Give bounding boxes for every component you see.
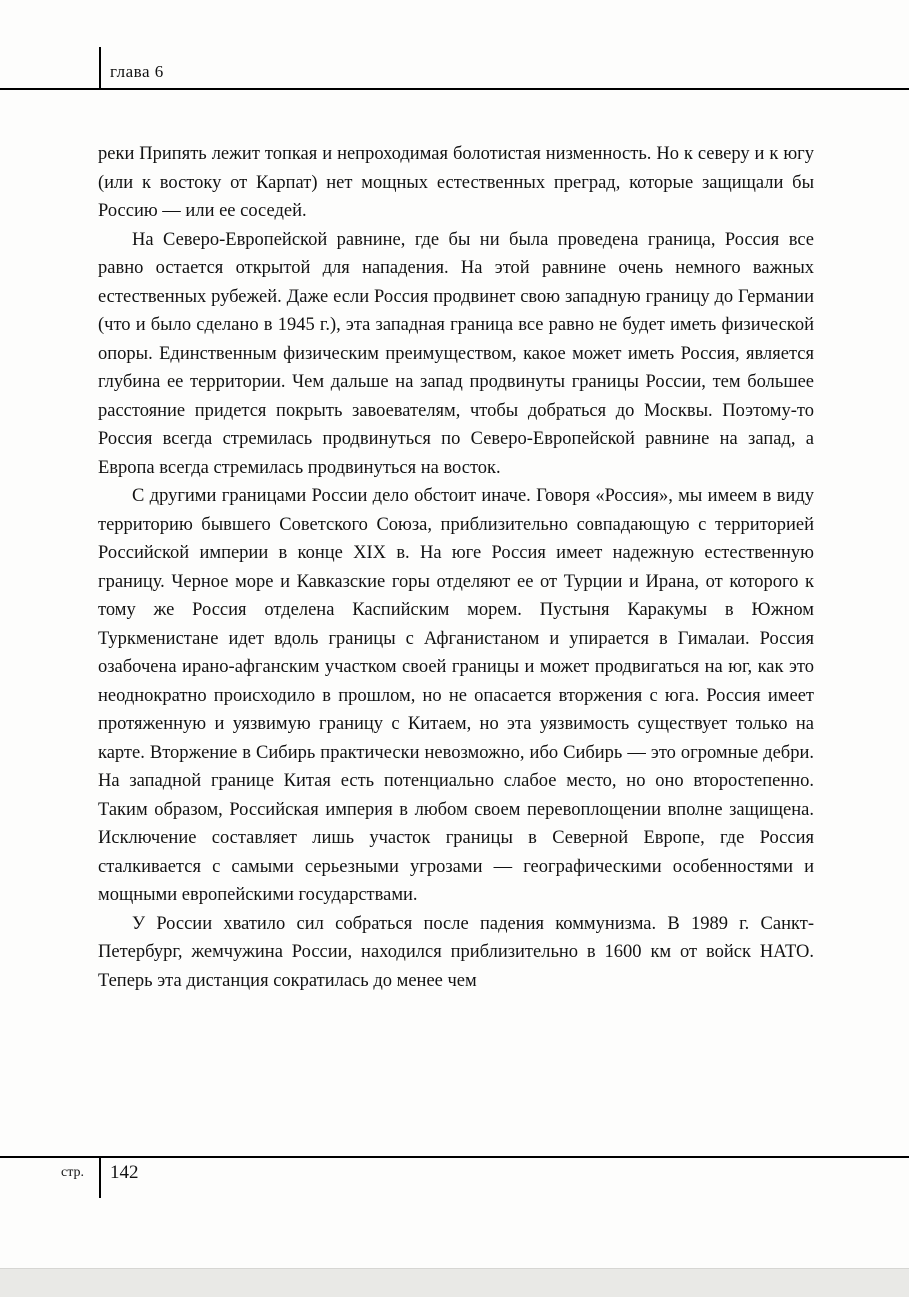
paragraph: реки Припять лежит топкая и непроходимая болотистая низменность. Но к северу и к югу (или к востоку от Карпат) нет мощных естественных преград, которые защищали бы Россию — или ее соседей.: [98, 144, 814, 221]
page-label: стр.: [61, 1165, 85, 1180]
paragraph: У России хватило сил собраться после падения коммунизма. В 1989 г. Санкт-Петербург, жемчужина России, находился приблизительно в 1600 км от войск НАТО. Теперь эта дистанция сократилась до менее чем: [98, 913, 814, 991]
chapter-label: глава 6: [110, 62, 164, 81]
paragraph: С другими границами России дело обстоит иначе. Говоря «Россия», мы имеем в виду территорию бывшего Советского Союза, приблизительно совпадающую с территорией Российской империи в конце XIX в. На юге Россия имеет надежную естественную границу. Черное море и Кавказские горы отделяют ее от Турции и Ирана, от которого к тому же Россия отделена Каспийским морем. Пустыня Каракумы в Южном Туркменистане идет вдоль границы с Афганистаном и упирается в Гималаи. Россия озабочена ирано-афганским участком своей границы и может продвигаться на юг, как это неоднократно происходило в прошлом, но не опасается вторжения с юга. Россия имеет протяженную и уязвимую границу с Китаем, но эта уязвимость существует только на карте. Вторжение в Сибирь практически невозможно, ибо Сибирь — это огромные дебри. На западной границе Китая есть потенциально слабое место, но оно второстепенно. Таким образом, Российская империя в любом своем перевоплощении вполне защищена. Исключение составляет лишь участок границы в Северной Европе, где Россия сталкивается с самыми серьезными угрозами — географическими особенностями и мощными европейскими государствами.: [98, 486, 814, 905]
scan-edge-strip: [0, 1268, 909, 1297]
page-number: 142: [110, 1162, 139, 1183]
footer-horizontal-rule: [0, 1156, 909, 1158]
header-vertical-rule: [99, 47, 101, 90]
page-body: [98, 140, 814, 995]
paragraph: На Северо-Европейской равнине, где бы ни была проведена граница, Россия все равно остается открытой для нападения. На этой равнине очень немного важных естественных рубежей. Даже если Россия продвинет свою западную границу до Германии (что и было сделано в 1945 г.), эта западная граница все равно не будет иметь физической опоры. Единственным физическим преимуществом, какое может иметь Россия, является глубина ее территории. Чем дальше на запад продвинуты границы России, тем большее расстояние придется покрыть завоевателям, чтобы добраться до Москвы. Поэтому-то Россия всегда стремилась продвинуться по Северо-Европейской равнине на запад, а Европа всегда стремилась продвинуться на восток.: [98, 229, 814, 478]
footer-vertical-rule: [99, 1156, 101, 1198]
header-horizontal-rule: [0, 88, 909, 90]
